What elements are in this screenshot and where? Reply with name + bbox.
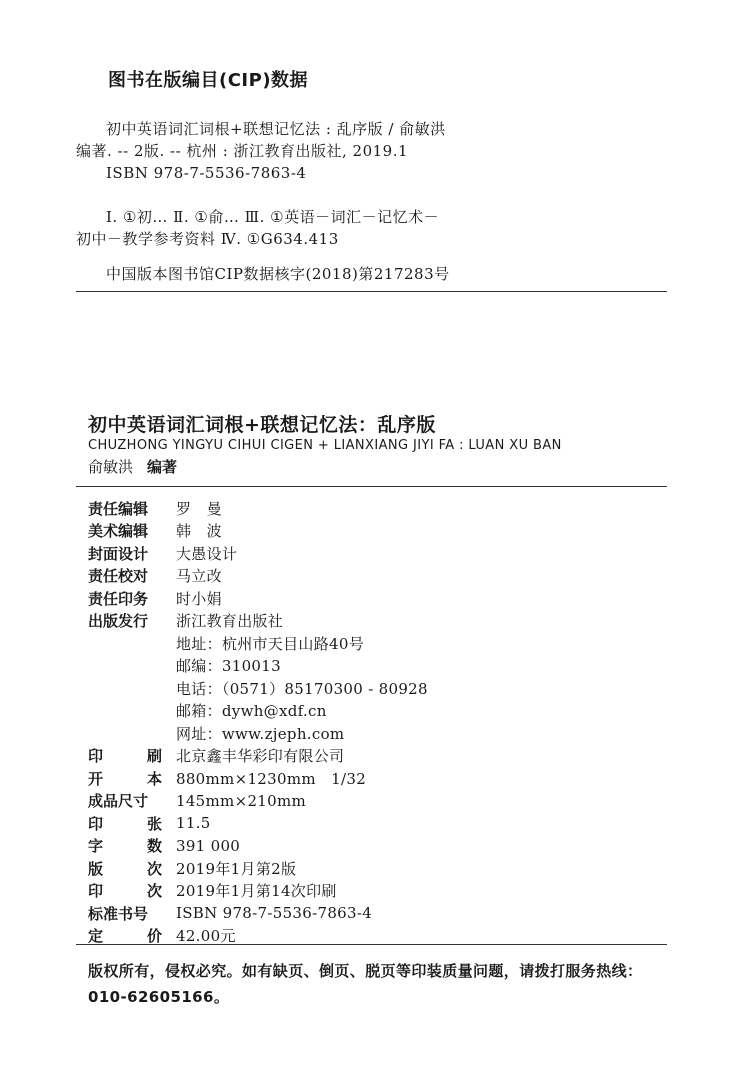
publisher-website: 网址：www.zjeph.com — [176, 724, 345, 743]
author-name: 俞敏洪 — [88, 458, 134, 476]
credit-label: 责任编辑 — [88, 499, 149, 518]
credit-row — [88, 587, 428, 610]
spec-value: 2019年1月第2版 — [176, 859, 297, 878]
spec-row — [88, 880, 428, 903]
spec-row — [88, 902, 428, 925]
divider — [76, 944, 667, 945]
copyright-notice: 版权所有，侵权必究。如有缺页、倒页、脱页等印装质量问题，请拨打服务热线：010-62605166。 — [88, 962, 643, 1006]
spec-value: 145mm×210mm — [176, 791, 307, 810]
spec-value: 11.5 — [176, 814, 211, 833]
credit-row — [88, 542, 428, 565]
isbn-value: ISBN 978-7-5536-7863-4 — [176, 904, 373, 923]
cip-record-number: 中国版本图书馆CIP数据核字(2018)第217283号 — [106, 265, 450, 283]
spec-row — [88, 857, 428, 880]
publisher-email: 邮箱：dywh@xdf.cn — [176, 702, 327, 721]
credit-value: 时小娟 — [176, 589, 222, 608]
cip-text-line: 初中英语词汇词根+联想记忆法 : 乱序版 / 俞敏洪 — [106, 120, 446, 138]
spec-row — [88, 835, 428, 858]
cip-classification-line: Ⅰ. ①初… Ⅱ. ①俞… Ⅲ. ①英语－词汇－记忆术－ — [106, 208, 440, 226]
divider — [76, 486, 667, 487]
spec-label-format: 开 本 — [88, 769, 162, 788]
cip-text-line: 编著. -- 2版. -- 杭州 : 浙江教育出版社, 2019.1 — [76, 142, 409, 160]
cip-isbn-line: ISBN 978-7-5536-7863-4 — [106, 164, 307, 182]
cip-heading: 图书在版编目(CIP)数据 — [108, 70, 309, 91]
spec-label: 标准书号 — [88, 904, 149, 923]
credit-label: 责任校对 — [88, 567, 149, 586]
credit-label: 美术编辑 — [88, 522, 149, 541]
spec-label-edition: 版 次 — [88, 859, 162, 878]
cip-classification-line: 初中－教学参考资料 Ⅳ. ①G634.413 — [76, 230, 339, 248]
credit-label: 出版发行 — [88, 612, 149, 631]
credit-row — [88, 520, 428, 543]
spec-row — [88, 812, 428, 835]
book-title: 初中英语词汇词根+联想记忆法：乱序版 — [88, 414, 436, 436]
book-author — [88, 456, 177, 477]
spec-label-printing: 印 刷 — [88, 747, 162, 766]
credit-label: 责任印务 — [88, 589, 149, 608]
publication-info — [88, 497, 428, 947]
publisher-address: 地址：杭州市天目山路40号 — [176, 634, 364, 653]
spec-value: 880mm×1230mm 1/32 — [176, 769, 367, 788]
spec-row — [88, 745, 428, 768]
book-pinyin-title: CHUZHONG YINGYU CIHUI CIGEN + LIANXIANG JIYI FA : LUAN XU BAN — [88, 438, 562, 453]
spec-label-impression: 印 次 — [88, 882, 162, 901]
credit-row — [88, 565, 428, 588]
spec-row — [88, 790, 428, 813]
credit-label: 封面设计 — [88, 544, 149, 563]
spec-value: 北京鑫丰华彩印有限公司 — [176, 747, 345, 766]
spec-label: 成品尺寸 — [88, 792, 149, 811]
publisher-name: 浙江教育出版社 — [176, 612, 284, 631]
spec-row — [88, 767, 428, 790]
spec-value: 391 000 — [176, 836, 241, 855]
divider — [76, 291, 667, 292]
spec-label-price: 定 价 — [88, 927, 162, 946]
spec-label-wordcount: 字 数 — [88, 837, 162, 856]
credit-value: 大愚设计 — [176, 544, 238, 563]
credit-value: 罗 曼 — [176, 499, 222, 518]
spec-label-sheets: 印 张 — [88, 814, 162, 833]
credit-row — [88, 497, 428, 520]
publisher-postcode: 邮编：310013 — [176, 657, 281, 676]
price-value: 42.00元 — [176, 927, 236, 946]
credit-value: 马立改 — [176, 567, 222, 586]
publisher-phone: 电话：（0571）85170300 - 80928 — [176, 679, 428, 698]
credit-row — [88, 610, 428, 633]
spec-value: 2019年1月第14次印刷 — [176, 882, 337, 901]
author-role: 编著 — [147, 458, 178, 476]
credit-value: 韩 波 — [176, 522, 222, 541]
